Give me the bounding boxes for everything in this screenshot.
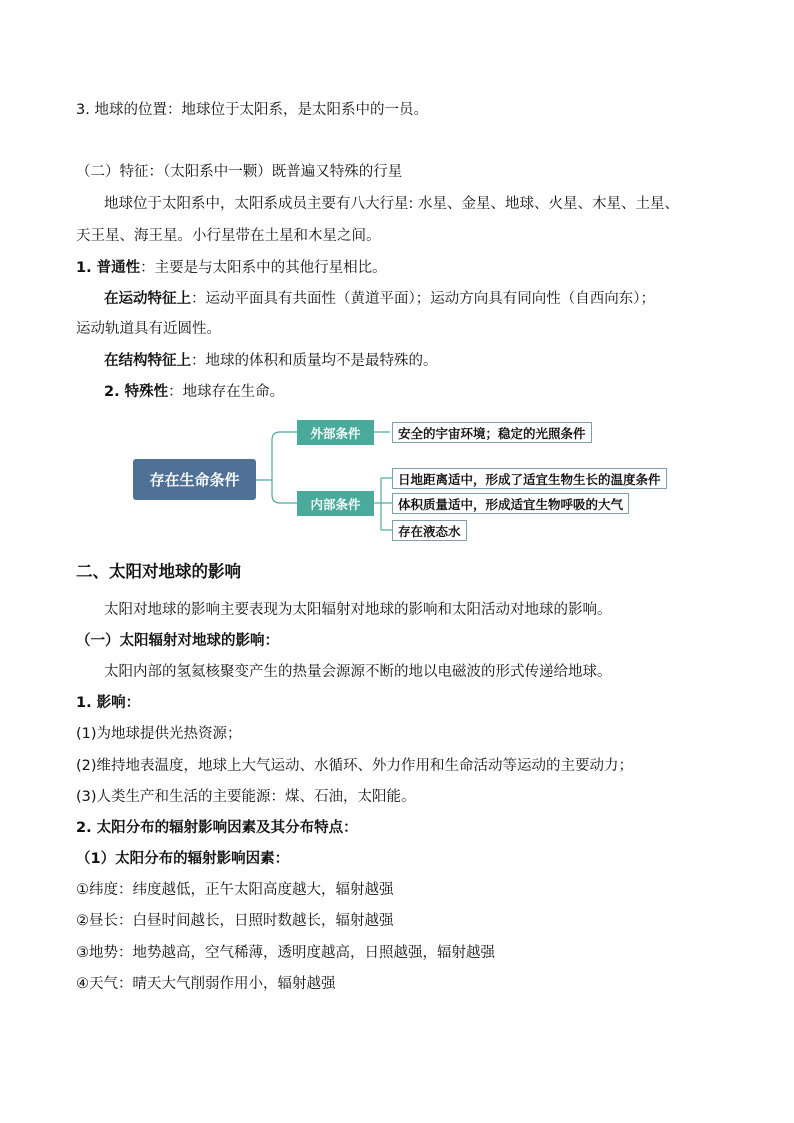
- leaf-suitable-atmosphere: 体积质量适中，形成适宜生物呼吸的大气: [392, 493, 629, 514]
- leaf-suitable-temperature: 日地距离适中，形成了适宜生物生长的温度条件: [392, 468, 667, 489]
- factor-item-latitude: ①纬度：纬度越低，正午太阳高度越大，辐射越强: [76, 882, 394, 898]
- root-node-life-conditions: 存在生命条件: [133, 459, 256, 500]
- speciality-line: [104, 382, 284, 402]
- node-internal-conditions: 内部条件: [297, 491, 374, 516]
- generality-text: ：主要是与太阳系中的其他行星相比。: [140, 260, 387, 276]
- subsection-solar-radiation: （一）太阳辐射对地球的影响：: [76, 633, 279, 649]
- structure-features-label: 在结构特征上: [104, 353, 191, 369]
- leaf-safe-environment: 安全的宇宙环境；稳定的光照条件: [392, 422, 592, 443]
- earth-position-line: 3. 地球的位置：地球位于太阳系，是太阳系中的一员。: [76, 102, 428, 118]
- motion-features-line: [104, 289, 655, 309]
- effect-item-2: (2)维持地表温度，地球上大气运动、水循环、外力作用和生命活动等运动的主要动力；: [76, 758, 634, 774]
- distribution-title: 2. 太阳分布的辐射影响因素及其分布特点：: [76, 820, 358, 836]
- factor-item-daylength: ②昼长：白昼时间越长，日照时数越长，辐射越强: [76, 913, 394, 929]
- generality-label: 1. 普通性: [76, 260, 141, 276]
- motion-features-text: ：运动平面具有共面性（黄道平面）；运动方向具有同向性（自西向东）；: [191, 291, 655, 307]
- leaf-liquid-water: 存在液态水: [392, 520, 467, 541]
- section-title: 二、太阳对地球的影响: [76, 562, 241, 581]
- factors-title: （1）太阳分布的辐射影响因素：: [76, 851, 290, 867]
- generality-line: [76, 258, 387, 278]
- solar-system-paragraph-2: 天王星、海王星。小行星带在土星和木星之间。: [76, 228, 381, 244]
- factor-item-terrain: ③地势：地势越高，空气稀薄，透明度越高，日照越强，辐射越强: [76, 945, 495, 961]
- speciality-label: 2. 特殊性: [104, 384, 169, 400]
- solar-radiation-text: 太阳内部的氢氦核聚变产生的热量会源源不断的地以电磁波的形式传递给地球。: [104, 664, 612, 680]
- structure-features-line: [104, 351, 438, 371]
- factor-item-weather: ④天气：晴天大气削弱作用小，辐射越强: [76, 976, 336, 992]
- speciality-text: ：地球存在生命。: [168, 384, 285, 400]
- motion-features-label: 在运动特征上: [104, 291, 191, 307]
- motion-features-continued: 运动轨道具有近圆性。: [76, 321, 221, 337]
- node-external-conditions: 外部条件: [297, 420, 374, 445]
- structure-features-text: ：地球的体积和质量均不是最特殊的。: [191, 353, 438, 369]
- section-intro: 太阳对地球的影响主要表现为太阳辐射对地球的影响和太阳活动对地球的影响。: [104, 602, 612, 618]
- solar-system-paragraph-1: 地球位于太阳系中，太阳系成员主要有八大行星: 水星、金星、地球、火星、木星、土星、: [104, 196, 679, 212]
- effect-item-1: (1)为地球提供光热资源；: [76, 726, 242, 742]
- effect-item-3: (3)人类生产和生活的主要能源：煤、石油，太阳能。: [76, 789, 416, 805]
- features-heading: （二）特征：（太阳系中一颗）既普遍又特殊的行星: [76, 164, 403, 180]
- effects-title: 1. 影响：: [76, 695, 141, 711]
